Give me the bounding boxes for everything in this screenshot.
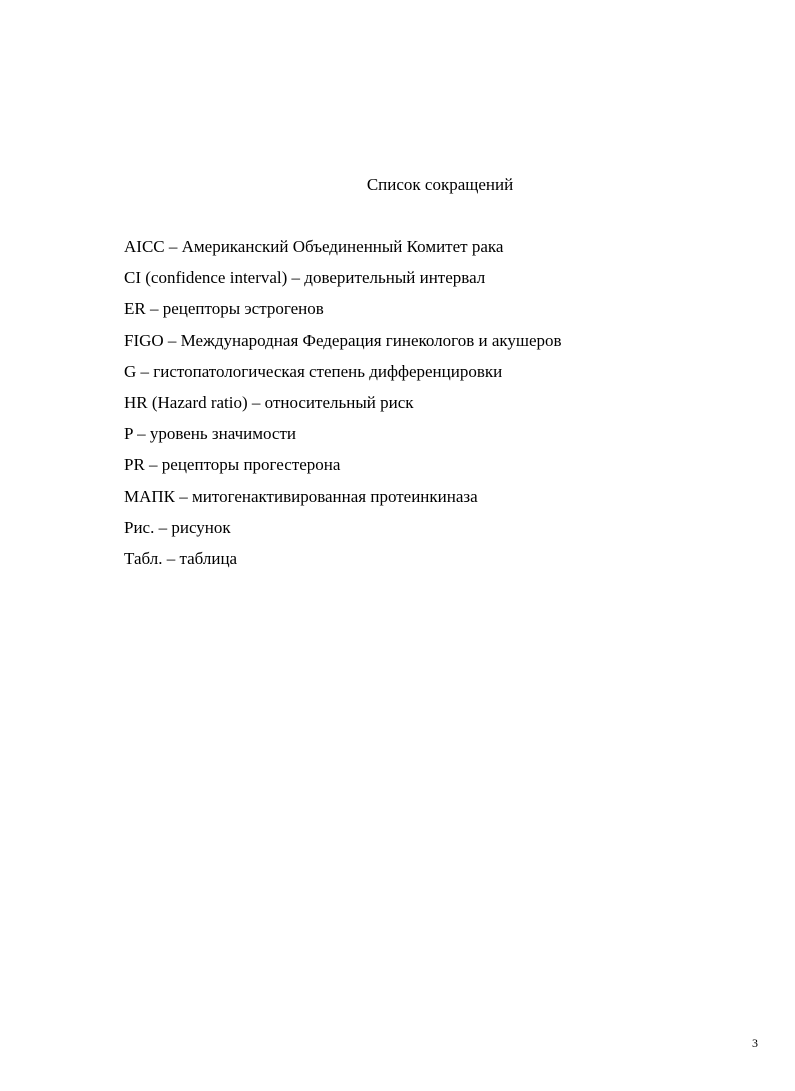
page-number: 3 <box>752 1036 758 1050</box>
abbreviation-item: МАПК – митогенактивированная протеинкиназа <box>124 486 478 506</box>
page-title: Список сокращений <box>366 175 514 194</box>
abbreviation-item: Табл. – таблица <box>124 548 238 568</box>
abbreviation-item: PR – рецепторы прогестерона <box>124 455 341 475</box>
abbreviation-item: HR (Hazard ratio) – относительный риск <box>124 392 414 412</box>
abbreviation-item: FIGO – Международная Федерация гинекологов и акушеров <box>124 330 562 350</box>
abbreviation-item: P – уровень значимости <box>124 424 296 444</box>
abbreviation-list <box>124 236 562 579</box>
abbreviation-item: CI (confidence interval) – доверительный интервал <box>124 268 486 288</box>
abbreviation-item: ER – рецепторы эстрогенов <box>124 299 324 319</box>
abbreviation-item: AICC – Американский Объединенный Комитет рака <box>124 237 504 256</box>
abbreviation-item: G – гистопатологическая степень дифференцировки <box>124 361 503 381</box>
abbreviation-item: Рис. – рисунок <box>124 517 231 537</box>
